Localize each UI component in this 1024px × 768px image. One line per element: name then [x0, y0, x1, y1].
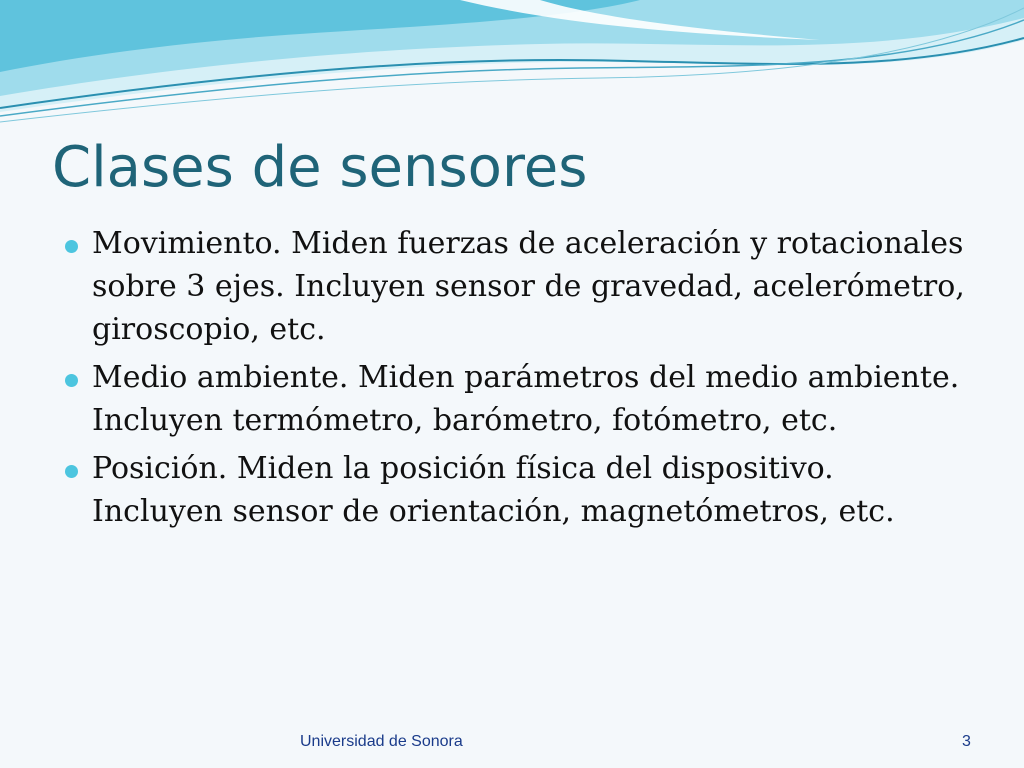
header-wave-decoration	[0, 0, 1024, 130]
bullet-dot-icon	[65, 240, 78, 253]
bullet-text: Posición. Miden la posición física del dispositivo. Incluyen sensor de orientación, magnetómetros, etc.	[92, 451, 895, 529]
bullet-list	[0, 222, 1024, 538]
footer-text: Universidad de Sonora	[300, 733, 463, 750]
slide-title: Clases de sensores	[52, 135, 588, 200]
bullet-dot-icon	[65, 465, 78, 478]
bullet-text: Medio ambiente. Miden parámetros del medio ambiente. Incluyen termómetro, barómetro, fotómetro, etc.	[92, 360, 960, 438]
bullet-item-medio-ambiente	[0, 356, 1024, 442]
bullet-item-posicion	[0, 447, 1024, 533]
page-number: 3	[962, 733, 971, 750]
bullet-item-movimiento	[0, 222, 1024, 351]
bullet-dot-icon	[65, 374, 78, 387]
bullet-text: Movimiento. Miden fuerzas de aceleración y rotacionales sobre 3 ejes. Incluyen sensor de gravedad, acelerómetro, giroscopio, etc.	[92, 226, 965, 347]
